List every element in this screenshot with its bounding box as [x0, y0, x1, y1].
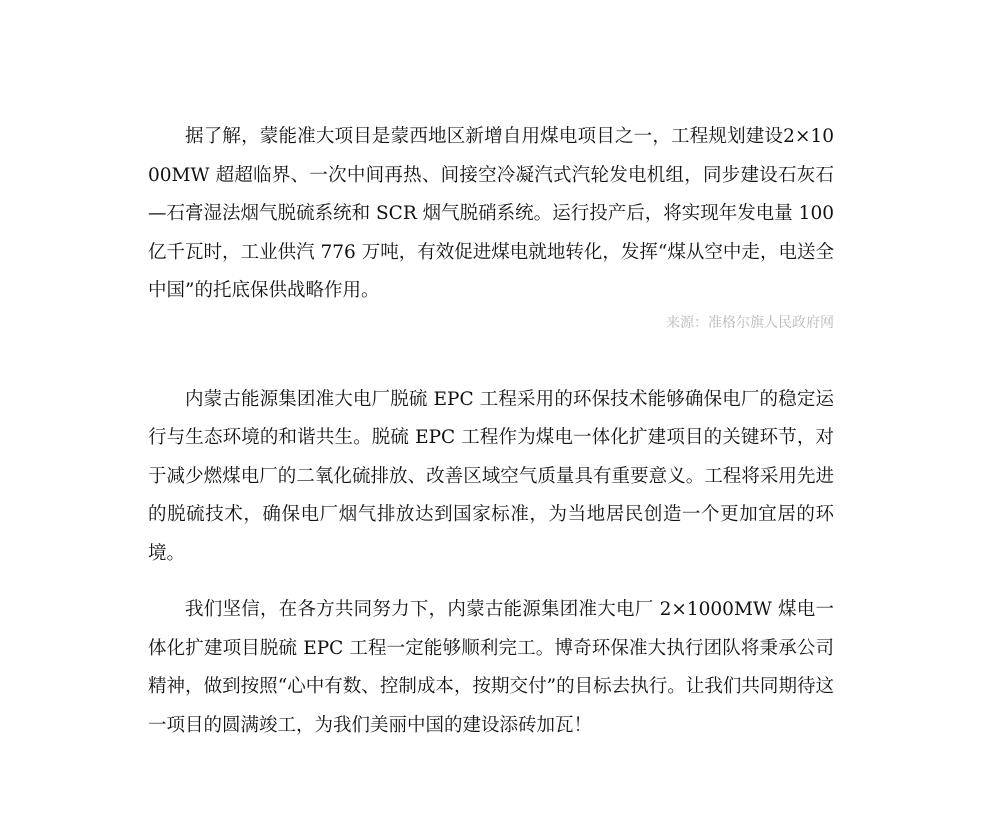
paragraph-project-overview: 据了解，蒙能准大项目是蒙西地区新增自用煤电项目之一，工程规划建设2×1000MW 超超临界、一次中间再热、间接空冷凝汽式汽轮发电机组，同步建设石灰石—石膏湿法烟气脱硫系统和 SCR 烟气脱硝系统。运行投产后，将实现年发电量 100 亿千瓦时，工业供汽 776 万吨，有效促进煤电就地转化，发挥“煤从空中走，电送全中国”的托底保供战略作用。 — [148, 126, 834, 301]
paragraph-closing-statement: 我们坚信，在各方共同努力下，内蒙古能源集团准大电厂 2×1000MW 煤电一体化扩建项目脱硫 EPC 工程一定能够顺利完工。博奇环保准大执行团队将秉承公司精神，做到按照“心中有数、控制成本，按期交付”的目标去执行。让我们共同期待这一项目的圆满竣工，为我们美丽中国的建设添砖加瓦！ — [148, 599, 834, 736]
paragraph-spacer — [148, 573, 834, 591]
article-body — [148, 118, 834, 745]
paragraph-desulfurization-epc: 内蒙古能源集团准大电厂脱硫 EPC 工程采用的环保技术能够确保电厂的稳定运行与生态环境的和谐共生。脱硫 EPC 工程作为煤电一体化扩建项目的关键环节，对于减少燃煤电厂的二氧化硫排放、改善区域空气质量具有重要意义。工程将采用先进的脱硫技术，确保电厂烟气排放达到国家标准，为当地居民创造一个更加宜居的环境。 — [148, 388, 834, 564]
source-caption: 来源：准格尔旗人民政府网 — [666, 314, 834, 331]
